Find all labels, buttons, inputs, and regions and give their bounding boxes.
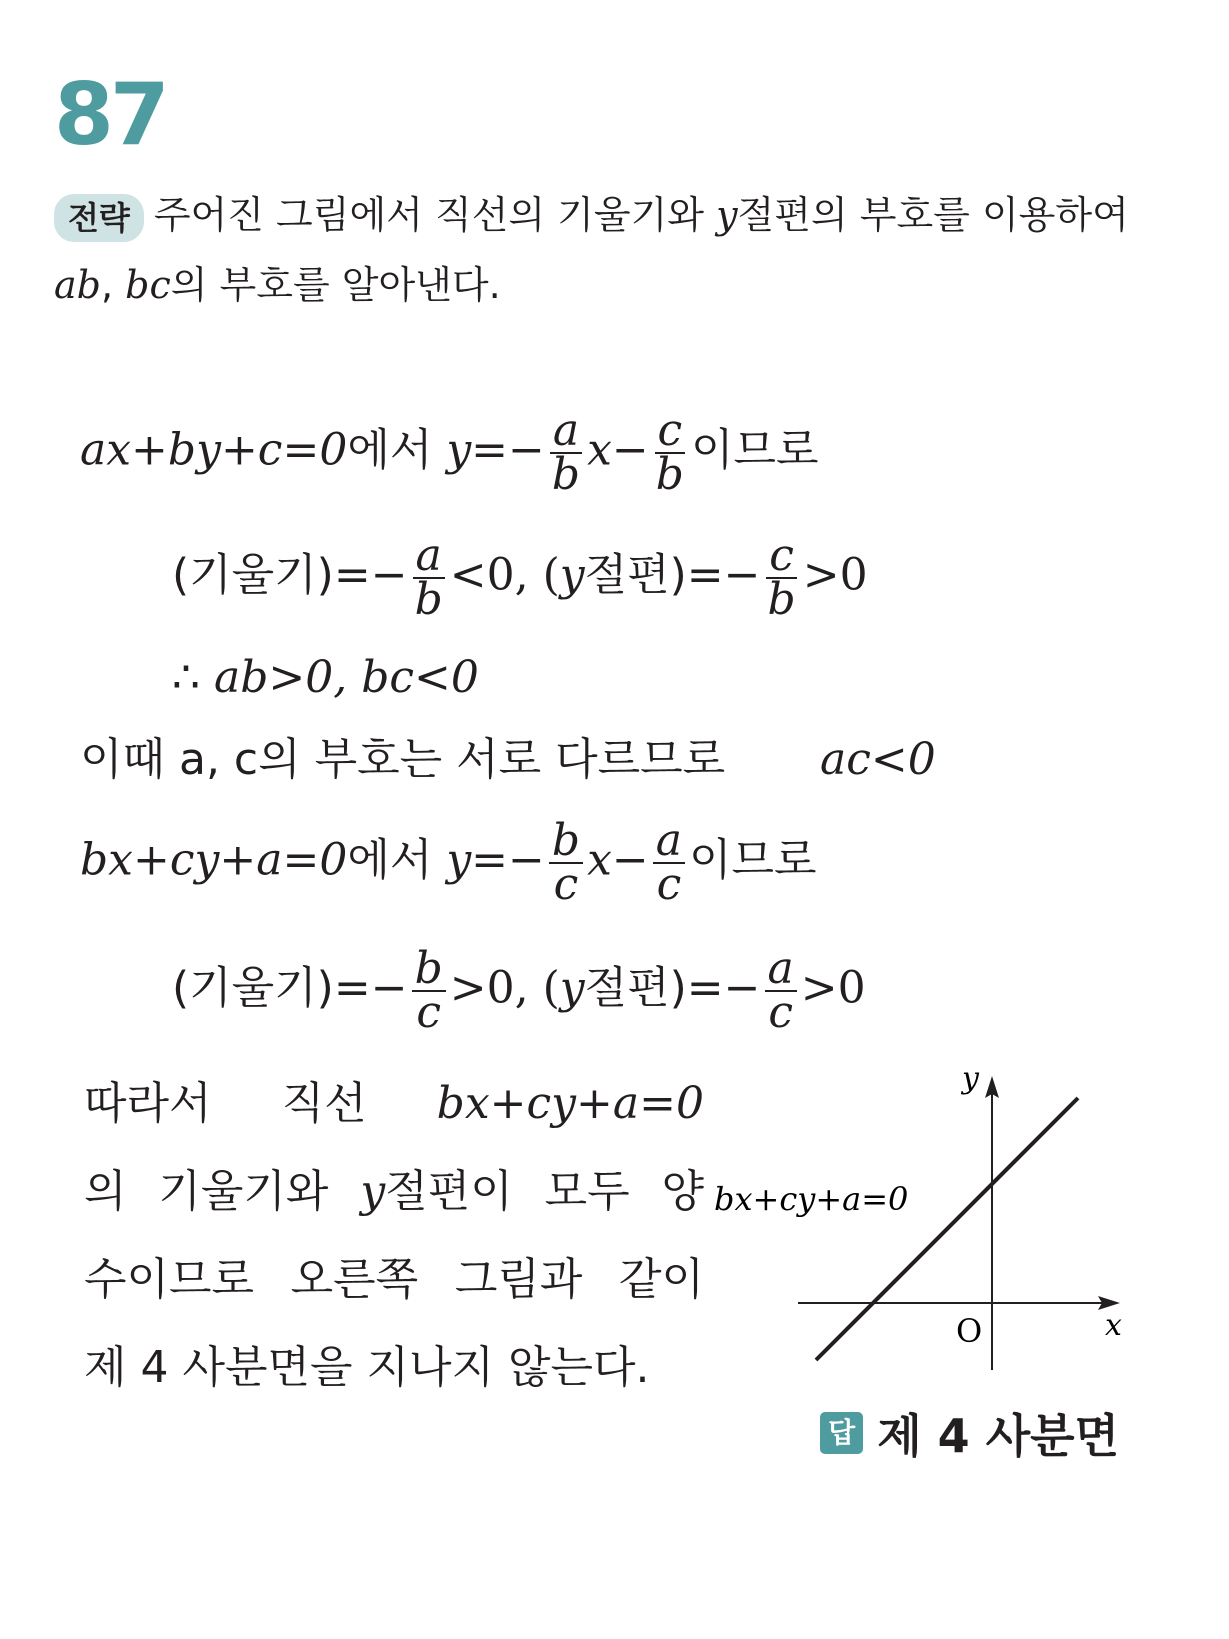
strategy-badge: 전략 xyxy=(54,194,144,242)
eq6-rel-1: >0, ( xyxy=(449,962,560,1014)
answer-text: 제 4 사분면 xyxy=(877,1409,1119,1463)
eq5-y: y=− xyxy=(446,834,545,886)
strategy-ab: ab xyxy=(54,263,101,307)
equation-5 xyxy=(80,815,817,910)
equation-3 xyxy=(172,652,479,703)
strategy-text-1: 주어진 그림에서 직선의 기울기와 xyxy=(153,193,704,237)
eq1-x: x− xyxy=(587,424,649,476)
eq5-frac-1: $\frac{b}{c}$ xyxy=(549,820,583,906)
conclusion-line-1: 따라서 직선 bx+cy+a=0 xyxy=(84,1078,704,1129)
line-label: bx+cy+a=0 xyxy=(714,1180,909,1218)
equation-4-expr xyxy=(820,734,936,785)
eq2-slope-label: (기울기)=− xyxy=(172,549,408,601)
answer-tag: 답 xyxy=(820,1412,863,1454)
eq5-end: 이므로 xyxy=(689,834,817,886)
line4-text: 이때 a, c의 부호는 서로 다르므로 xyxy=(80,734,726,785)
eq6-rel-2: >0 xyxy=(800,962,866,1014)
eq1-lhs: ax+by+c=0 xyxy=(80,424,348,476)
eq6-slope-label: (기울기)=− xyxy=(172,962,408,1014)
strategy-comma: , xyxy=(100,263,126,307)
x-axis-label: x xyxy=(1105,1308,1122,1343)
equation-1 xyxy=(80,405,819,500)
conclusion-paragraph xyxy=(84,1060,704,1412)
conclusion-line-3: 수이므로 오른쪽 그림과 같이 xyxy=(84,1254,704,1305)
eq6-y: y xyxy=(559,962,585,1014)
eq1-frac-1: $\frac{a}{b}$ xyxy=(549,410,583,496)
strategy-y: y xyxy=(716,193,738,237)
eq2-frac-2: $\frac{c}{b}$ xyxy=(767,530,796,625)
therefore-expr: ab>0, bc<0 xyxy=(213,652,479,703)
graph xyxy=(700,1060,1140,1380)
eq2-frac-1: $\frac{a}{b}$ xyxy=(412,535,446,621)
eq2-intercept: 절편)=− xyxy=(584,549,761,601)
eq1-end: 이므로 xyxy=(690,424,819,476)
eq2-rel-2: >0 xyxy=(802,549,868,601)
equation-4 xyxy=(80,734,726,785)
eq5-frac-2: $\frac{a}{c}$ xyxy=(653,820,685,906)
equation-2 xyxy=(172,530,868,625)
line4-expr: ac<0 xyxy=(820,734,936,785)
graph-line xyxy=(816,1098,1078,1360)
strategy-line-2 xyxy=(54,250,1184,320)
answer-block xyxy=(820,1400,1119,1466)
eq6-frac-2: $\frac{a}{c}$ xyxy=(765,948,797,1034)
eq6-intercept: 절편)=− xyxy=(584,962,761,1014)
problem-number: 87 xyxy=(54,65,166,165)
eq1-y: y=− xyxy=(446,424,545,476)
therefore-symbol: ∴ xyxy=(172,652,214,703)
y-axis-label: y xyxy=(962,1061,979,1096)
eq5-x: x− xyxy=(587,834,649,886)
strategy-text-2: 절편의 부호를 이용하여 xyxy=(737,193,1129,237)
eq5-lhs: bx+cy+a=0 xyxy=(80,834,348,886)
strategy-text-3: 의 부호를 알아낸다. xyxy=(170,263,501,307)
conclusion-line-2: 의 기울기와 y절편이 모두 양 xyxy=(84,1166,704,1217)
eq1-frac-2: $\frac{c}{b}$ xyxy=(655,405,684,500)
origin-label: O xyxy=(956,1312,983,1350)
eq6-frac-1: $\frac{b}{c}$ xyxy=(412,948,446,1034)
eq2-y: y xyxy=(559,549,585,601)
eq1-mid: 에서 xyxy=(347,424,433,476)
eq5-mid: 에서 xyxy=(347,834,433,886)
equation-6 xyxy=(172,943,866,1038)
strategy-bc: bc xyxy=(125,263,171,307)
eq2-rel-1: <0, ( xyxy=(449,549,560,601)
strategy-block xyxy=(54,180,1184,320)
conclusion-line-4: 제 4 사분면을 지나지 않는다. xyxy=(84,1342,650,1393)
